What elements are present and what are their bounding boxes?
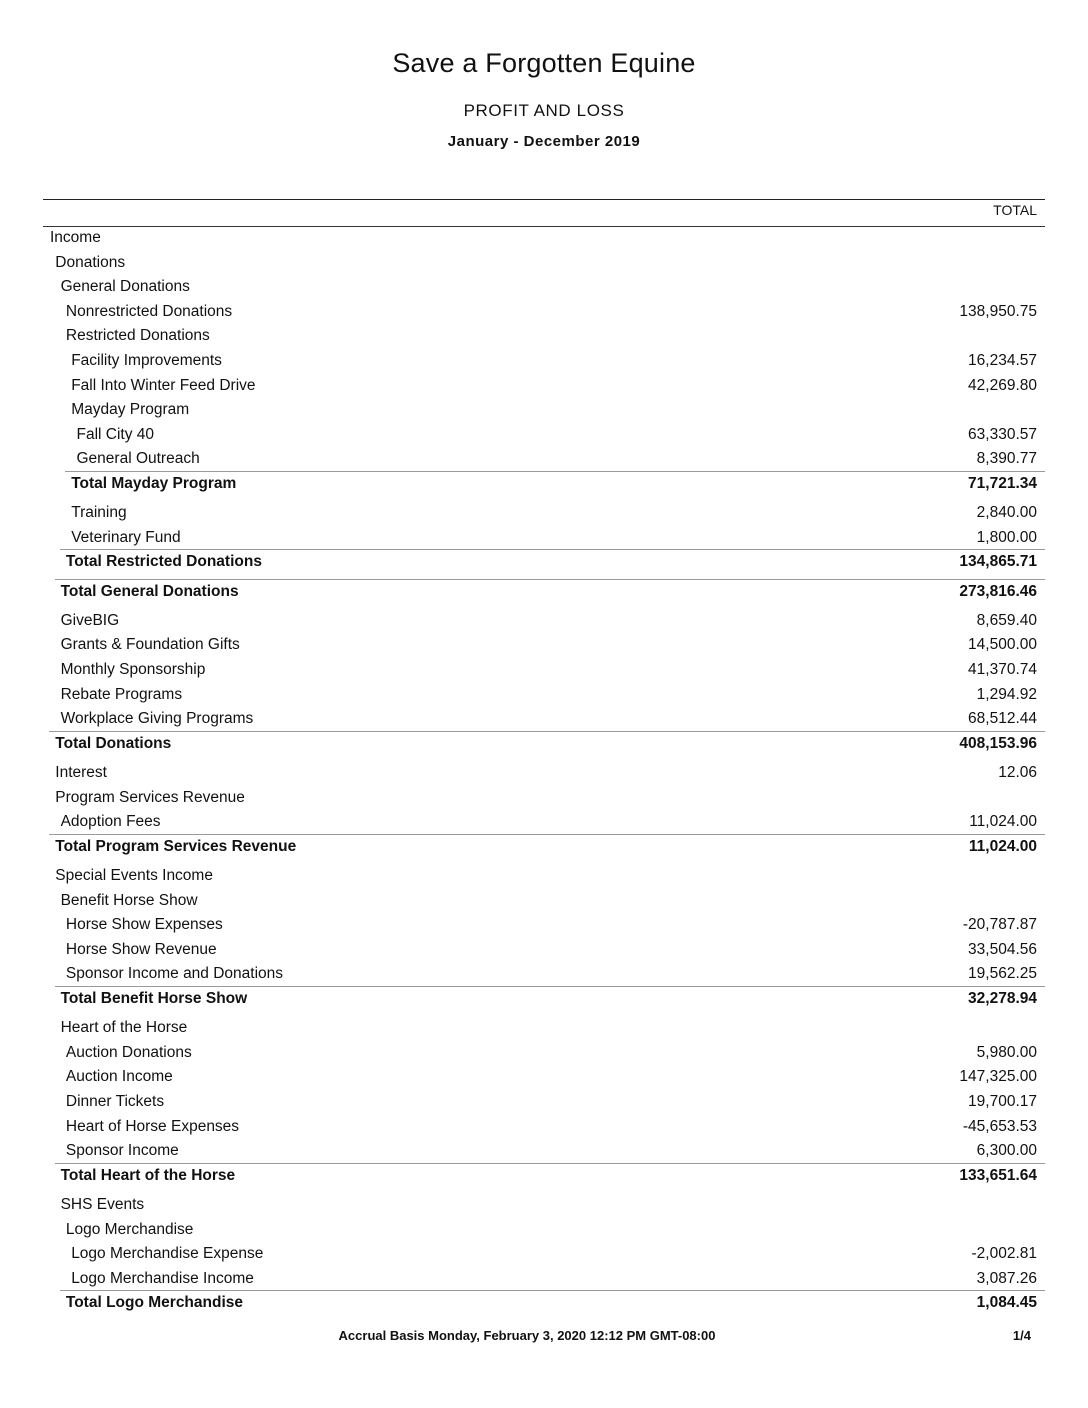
line-item-row: [0, 1218, 1088, 1242]
row-amount: 1,084.45: [976, 1294, 1037, 1312]
total-row: [0, 835, 1088, 859]
line-item-row: [0, 864, 1088, 888]
row-label: Auction Income: [65, 1068, 173, 1086]
page-number: 1/4: [1012, 1328, 1031, 1343]
total-row: [0, 732, 1088, 756]
row-amount: 1,800.00: [976, 528, 1037, 546]
row-label: Sponsor Income and Donations: [65, 965, 284, 983]
row-label: Program Services Revenue: [55, 788, 245, 806]
row-amount: -45,653.53: [962, 1117, 1037, 1135]
total-row: [0, 1164, 1088, 1188]
total-rule: [55, 579, 1045, 580]
total-rule: [65, 471, 1045, 472]
row-label: Training: [71, 504, 127, 522]
line-item-row: [0, 1242, 1088, 1266]
total-row: [0, 550, 1088, 574]
row-label: Donations: [55, 253, 126, 271]
line-item-row: [0, 707, 1088, 731]
row-label: Facility Improvements: [71, 352, 222, 369]
row-amount: -20,787.87: [962, 916, 1037, 934]
row-label: Monthly Sponsorship: [60, 661, 206, 678]
row-label: Restricted Donations: [65, 327, 210, 345]
row-label: Fall City 40: [76, 425, 155, 443]
line-item-row: [0, 633, 1088, 657]
row-label: Sponsor Income: [65, 1142, 179, 1160]
line-item-row: [0, 609, 1088, 633]
row-label: Logo Merchandise Expense: [71, 1245, 264, 1263]
total-row: [0, 987, 1088, 1011]
row-amount: 16,234.57: [968, 352, 1037, 369]
row-label: General Outreach: [76, 450, 200, 468]
row-amount: 3,087.26: [976, 1269, 1037, 1287]
row-amount: 12.06: [998, 764, 1037, 781]
line-item-row: [0, 938, 1088, 962]
line-item-row: [0, 1267, 1088, 1291]
row-label: Adoption Fees: [60, 813, 161, 831]
total-rule: [55, 1163, 1045, 1164]
row-label: SHS Events: [60, 1196, 145, 1213]
row-label: Nonrestricted Donations: [65, 302, 233, 320]
row-amount: 134,865.71: [959, 553, 1037, 571]
row-amount: 63,330.57: [968, 425, 1037, 443]
row-amount: 8,659.40: [976, 611, 1037, 629]
row-label: Total Heart of the Horse: [60, 1166, 236, 1184]
total-rule: [60, 549, 1045, 550]
row-label: Workplace Giving Programs: [60, 710, 254, 728]
row-label: Veterinary Fund: [71, 528, 181, 546]
row-amount: 5,980.00: [976, 1043, 1037, 1061]
row-amount: 273,816.46: [959, 582, 1037, 600]
line-item-row: [0, 398, 1088, 422]
row-amount: 32,278.94: [968, 990, 1037, 1007]
line-item-row: [0, 300, 1088, 324]
row-amount: 19,700.17: [968, 1093, 1037, 1110]
row-label: Benefit Horse Show: [60, 891, 198, 909]
total-row: [0, 1291, 1088, 1315]
total-rule: [49, 731, 1045, 732]
line-item-row: [0, 658, 1088, 682]
row-amount: 33,504.56: [968, 940, 1037, 958]
row-label: Horse Show Expenses: [65, 916, 223, 934]
row-label: Total Restricted Donations: [65, 553, 262, 571]
total-rule: [60, 1290, 1045, 1291]
line-item-row: [0, 1115, 1088, 1139]
total-rule: [55, 986, 1045, 987]
row-amount: 19,562.25: [968, 965, 1037, 983]
column-header-total: TOTAL: [993, 202, 1037, 218]
row-amount: 8,390.77: [976, 450, 1037, 468]
row-label: Mayday Program: [71, 401, 190, 419]
line-item-row: [0, 251, 1088, 275]
row-label: Total Donations: [55, 734, 172, 752]
line-item-row: [0, 962, 1088, 986]
row-amount: 408,153.96: [959, 734, 1037, 752]
line-item-row: [0, 1090, 1088, 1114]
total-row: [0, 580, 1088, 604]
row-label: Total General Donations: [60, 582, 239, 600]
line-item-row: [0, 889, 1088, 913]
line-item-row: [0, 374, 1088, 398]
row-label: Total Mayday Program: [71, 475, 237, 492]
row-label: Rebate Programs: [60, 685, 183, 703]
row-amount: 138,950.75: [959, 302, 1037, 320]
organization-name: Save a Forgotten Equine: [392, 48, 696, 78]
row-amount: 11,024.00: [969, 813, 1037, 831]
row-label: Total Logo Merchandise: [65, 1294, 244, 1312]
row-amount: 41,370.74: [968, 661, 1037, 678]
footer-basis: Accrual Basis Monday, February 3, 2020 12:12 PM GMT-08:00: [338, 1328, 716, 1343]
line-item-row: [0, 275, 1088, 299]
line-item-row: [0, 1193, 1088, 1217]
line-item-row: [0, 1065, 1088, 1089]
row-label: Auction Donations: [65, 1043, 192, 1061]
row-amount: 71,721.34: [968, 475, 1037, 492]
row-label: Total Program Services Revenue: [55, 837, 297, 855]
line-item-row: [0, 501, 1088, 525]
row-label: Special Events Income: [55, 867, 213, 884]
line-item-row: [0, 786, 1088, 810]
line-item-row: [0, 1041, 1088, 1065]
row-amount: -2,002.81: [971, 1245, 1037, 1263]
row-label: Horse Show Revenue: [65, 940, 217, 958]
row-label: Heart of Horse Expenses: [65, 1117, 240, 1135]
row-label: Grants & Foundation Gifts: [60, 636, 240, 654]
line-item-row: [0, 810, 1088, 834]
report-title: PROFIT AND LOSS: [463, 101, 625, 120]
line-item-row: [0, 761, 1088, 785]
line-item-row: [0, 526, 1088, 550]
total-rule: [49, 834, 1045, 835]
row-amount: 147,325.00: [959, 1068, 1037, 1086]
top-rule: [43, 199, 1045, 200]
row-label: Total Benefit Horse Show: [60, 990, 248, 1007]
line-item-row: [0, 447, 1088, 471]
total-row: [0, 472, 1088, 496]
line-item-row: [0, 1016, 1088, 1040]
row-label: GiveBIG: [60, 611, 120, 629]
row-label: Dinner Tickets: [65, 1093, 165, 1110]
row-label: Logo Merchandise Income: [71, 1269, 254, 1287]
line-item-row: [0, 226, 1088, 250]
line-item-row: [0, 683, 1088, 707]
row-label: Logo Merchandise: [65, 1220, 194, 1238]
row-label: Fall Into Winter Feed Drive: [71, 376, 256, 394]
row-amount: 11,024.00: [968, 837, 1037, 855]
report-period: January - December 2019: [447, 133, 641, 150]
row-label: Income: [50, 229, 101, 246]
row-amount: 68,512.44: [968, 710, 1037, 728]
line-item-row: [0, 423, 1088, 447]
line-item-row: [0, 1139, 1088, 1163]
row-label: Heart of the Horse: [60, 1019, 188, 1037]
row-amount: 2,840.00: [976, 504, 1037, 522]
line-item-row: [0, 324, 1088, 348]
row-amount: 42,269.80: [968, 376, 1037, 394]
row-amount: 133,651.64: [959, 1166, 1037, 1184]
line-item-row: [0, 349, 1088, 373]
row-amount: 1,294.92: [976, 685, 1037, 703]
row-amount: 6,300.00: [976, 1142, 1037, 1160]
row-label: General Donations: [60, 278, 190, 296]
line-item-row: [0, 913, 1088, 937]
row-amount: 14,500.00: [968, 636, 1037, 654]
row-label: Interest: [55, 764, 107, 781]
